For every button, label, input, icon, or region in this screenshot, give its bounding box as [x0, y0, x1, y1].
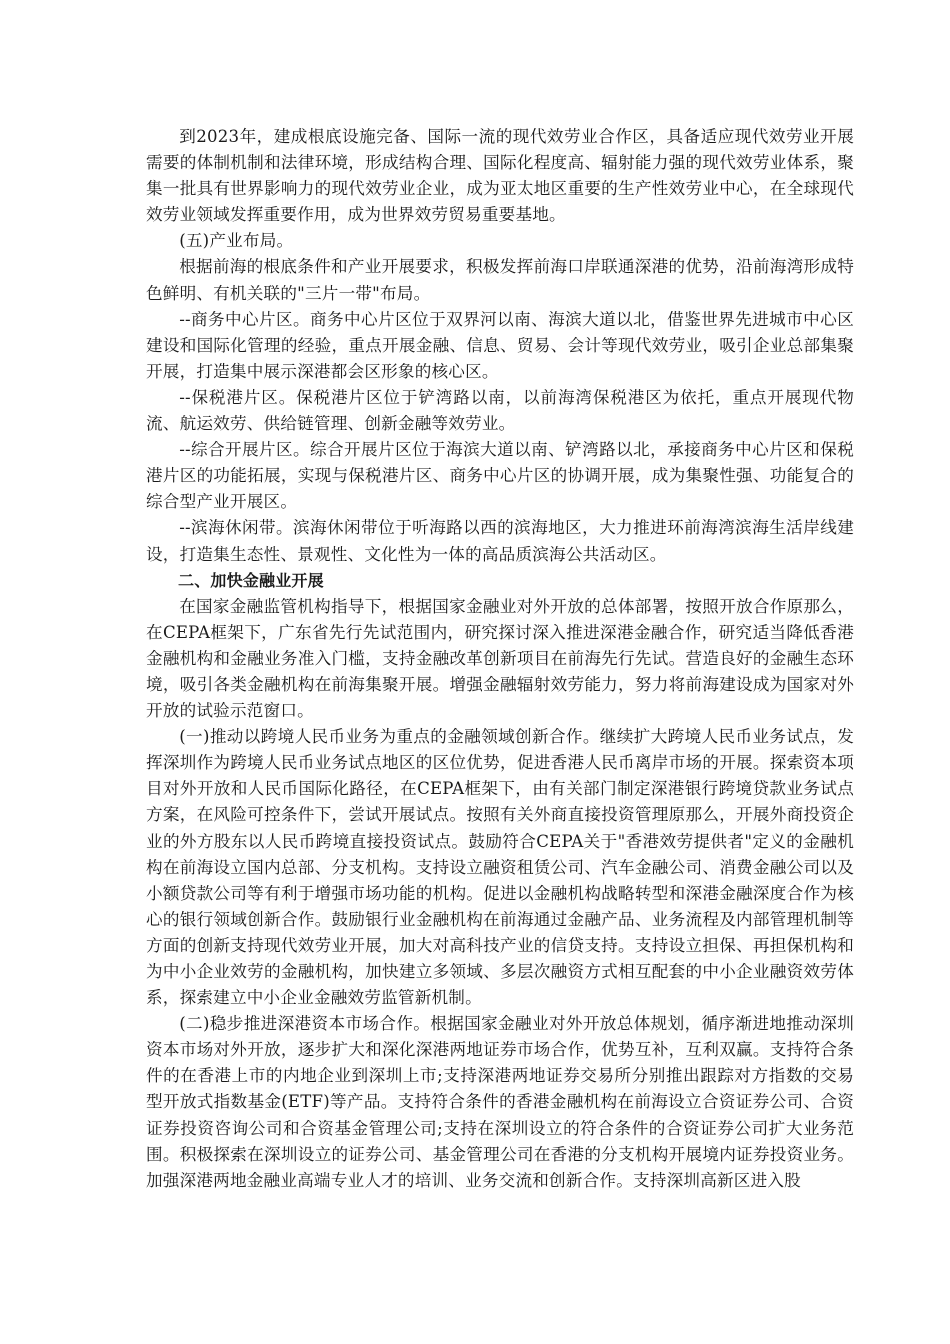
paragraph-finance-intro: 在国家金融监管机构指导下，根据国家金融业对外开放的总体部署，按照开放合作原那么，在CEPA框架下，广东省先行先试范围内，研究探讨深入推进深港金融合作，研究适当降低香港金融机构和金融业务准入门槛，支持金融改革创新项目在前海先行先试。营造良好的金融生态环境，吸引各类金融机构在前海集聚开展。增强金融辐射效劳能力，努力将前海建设成为国家对外开放的试验示范窗口。 — [146, 596, 854, 721]
paragraph-2023-goal: 到2023年，建成根底设施完备、国际一流的现代效劳业合作区，具备适应现代效劳业开展需要的体制机制和法律环境，形成结构合理、国际化程度高、辐射能力强的现代效劳业体系，聚集一批具有世界影响力的现代效劳业企业，成为亚太地区重要的生产性效劳业中心，在全球现代效劳业领域发挥重要作用，成为世界效劳贸易重要基地。 — [146, 127, 854, 225]
paragraph-comprehensive-zone: --综合开展片区。综合开展片区位于海滨大道以南、铲湾路以北，承接商务中心片区和保税港片区的功能拓展，实现与保税港片区、商务中心片区的协调开展，成为集聚性强、功能复合的综合型产业开展区。 — [146, 440, 854, 512]
paragraph-cross-border-rmb: (一)推动以跨境人民币业务为重点的金融领域创新合作。继续扩大跨境人民币业务试点，发挥深圳作为跨境人民币业务试点地区的区位优势，促进香港人民币离岸市场的开展。探索资本项目对外开放和人民币国际化路径，在CEPA框架下，由有关部门制定深港银行跨境贷款业务试点方案，在风险可控条件下，尝试开展试点。按照有关外商直接投资管理原那么，开展外商投资企业的外方股东以人民币跨境直接投资试点。鼓励符合CEPA关于"香港效劳提供者"定义的金融机构在前海设立国内总部、分支机构。支持设立融资租赁公司、汽车金融公司、消费金融公司以及小额贷款公司等有利于增强市场功能的机构。促进以金融机构战略转型和深港金融深度合作为核心的银行领域创新合作。鼓励银行业金融机构在前海通过金融产品、业务流程及内部管理机制等方面的创新支持现代效劳业开展，加大对高科技产业的信贷支持。支持设立担保、再担保机构和为中小企业效劳的金融机构，加快建立多领域、多层次融资方式相互配套的中小企业融资效劳体系，探索建立中小企业金融效劳监管新机制。 — [146, 727, 854, 1008]
section-heading-finance: 二、加快金融业开展 — [178, 570, 324, 590]
paragraph-coastal-belt: --滨海休闲带。滨海休闲带位于听海路以西的滨海地区，大力推进环前海湾滨海生活岸线建设，打造集生态性、景观性、文化性为一体的高品质滨海公共活动区。 — [146, 518, 854, 564]
document-body — [146, 124, 854, 1194]
paragraph-section-5-title: (五)产业布局。 — [179, 231, 294, 251]
paragraph-business-center: --商务中心片区。商务中心片区位于双界河以南、海滨大道以北，借鉴世界先进城市中心区建设和国际化管理的经验，重点开展金融、信息、贸易、会计等现代效劳业，吸引企业总部集聚开展，打造集中展示深港都会区形象的核心区。 — [146, 309, 854, 381]
paragraph-bonded-port: --保税港片区。保税港片区位于铲湾路以南，以前海湾保税港区为依托，重点开展现代物流、航运效劳、供给链管理、创新金融等效劳业。 — [146, 387, 854, 434]
paragraph-layout-overview: 根据前海的根底条件和产业开展要求，积极发挥前海口岸联通深港的优势，沿前海湾形成特色鲜明、有机关联的"三片一带"布局。 — [146, 257, 854, 303]
paragraph-capital-market: (二)稳步推进深港资本市场合作。根据国家金融业对外开放总体规划，循序渐进地推动深圳资本市场对外开放，逐步扩大和深化深港两地证券市场合作，优势互补，互利双赢。支持符合条件的在香港上市的内地企业到深圳上市;支持深港两地证券交易所分别推出跟踪对方指数的交易型开放式指数基金(ETF)等产品。支持符合条件的香港金融机构在前海设立合资证券公司、合资证券投资咨询公司和合资基金管理公司;支持在深圳设立的符合条件的合资证券公司扩大业务范围。积极探索在深圳设立的证券公司、基金管理公司在香港的分支机构开展境内证券投资业务。加强深港两地金融业高端专业人才的培训、业务交流和创新合作。支持深圳高新区进入股 — [146, 1014, 854, 1190]
